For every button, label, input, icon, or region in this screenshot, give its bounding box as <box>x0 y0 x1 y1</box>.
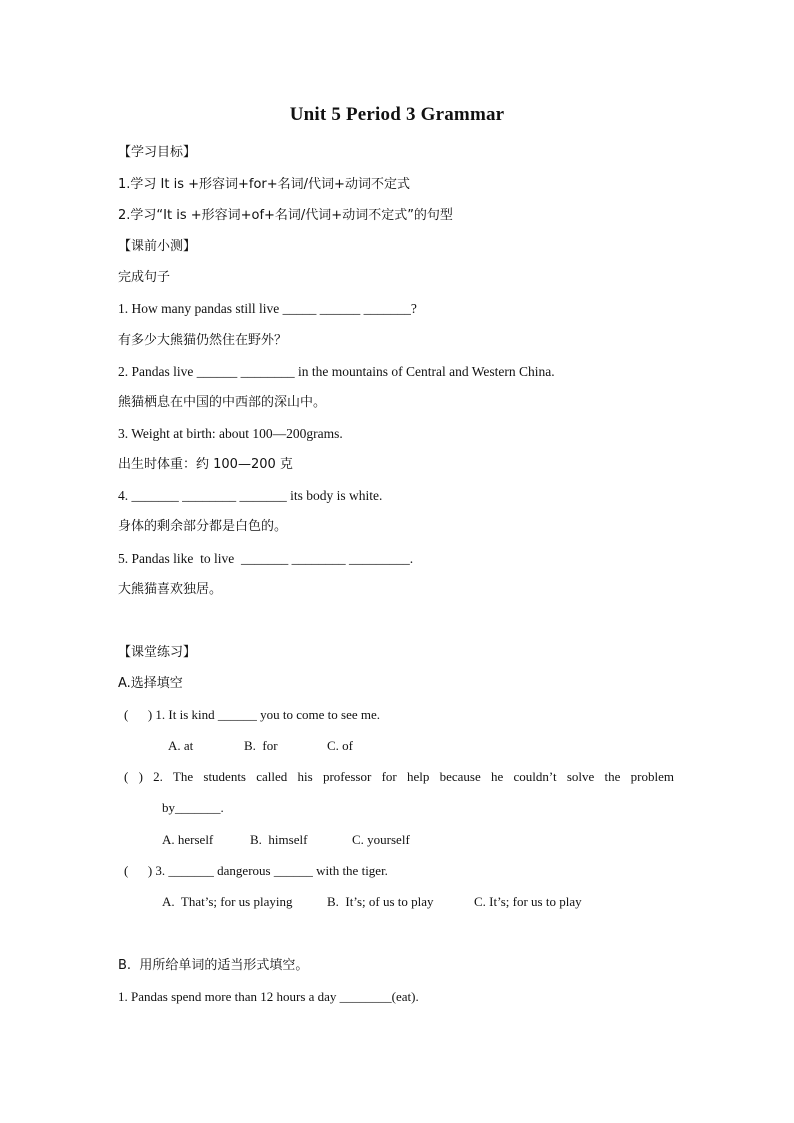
pretest-item-5-zh: 大熊猫喜欢独居。 <box>118 582 223 597</box>
pretest-instruction: 完成句子 <box>118 270 171 285</box>
question-3-stem: ( ) 3. _______ dangerous ______ with the tiger. <box>124 863 388 878</box>
pretest-heading: 【课前小测】 <box>118 239 197 254</box>
pretest-item-2-en: 2. Pandas live ______ ________ in the mountains of Central and Western China. <box>118 364 555 379</box>
question-2-option-a: A. herself <box>162 832 214 847</box>
question-1-option-c: C. of <box>327 738 353 753</box>
section-a-title: A.选择填空 <box>118 676 183 691</box>
question-2-continuation: by_______. <box>162 800 224 815</box>
pretest-item-5-en: 5. Pandas like to live _______ ________ _________. <box>118 551 414 566</box>
question-3-option-b: B. It’s; of us to play <box>327 894 434 909</box>
pretest-item-4-zh: 身体的剩余部分都是白色的。 <box>118 519 288 534</box>
section-b-title: B. 用所给单词的适当形式填空。 <box>118 958 309 973</box>
question-1-stem: ( ) 1. It is kind ______ you to come to see me. <box>124 707 380 722</box>
question-3-option-c: C. It’s; for us to play <box>474 894 582 909</box>
question-3-option-a: A. That’s; for us playing <box>162 894 293 909</box>
question-2-option-c: C. yourself <box>352 832 410 847</box>
goal-item-1: 1.学习 It is +形容词+for+名词/代词+动词不定式 <box>118 177 410 192</box>
pretest-item-2-zh: 熊猫栖息在中国的中西部的深山中。 <box>118 395 327 410</box>
question-2-stem: ( ) 2. The students called his professor for help because he couldn’t solve the problem <box>124 769 674 784</box>
pretest-item-3-zh: 出生时体重：约 100—200 克 <box>118 457 293 472</box>
question-1-option-a: A. at <box>168 738 194 753</box>
question-2-option-b: B. himself <box>250 832 308 847</box>
practice-heading: 【课堂练习】 <box>118 645 197 660</box>
pretest-item-3-en: 3. Weight at birth: about 100—200grams. <box>118 426 343 441</box>
pretest-item-1-en: 1. How many pandas still live _____ ______ _______? <box>118 301 417 316</box>
page-title: Unit 5 Period 3 Grammar <box>289 104 505 125</box>
pretest-item-4-en: 4. _______ ________ _______ its body is white. <box>118 488 383 503</box>
pretest-item-1-zh: 有多少大熊猫仍然住在野外？ <box>118 333 288 348</box>
section-b-item-1: 1. Pandas spend more than 12 hours a day ________(eat). <box>118 989 419 1004</box>
goals-heading: 【学习目标】 <box>118 145 197 160</box>
goal-item-2: 2.学习“It is +形容词+of+名词/代词+动词不定式”的句型 <box>118 208 453 223</box>
question-1-option-b: B. for <box>244 738 278 753</box>
